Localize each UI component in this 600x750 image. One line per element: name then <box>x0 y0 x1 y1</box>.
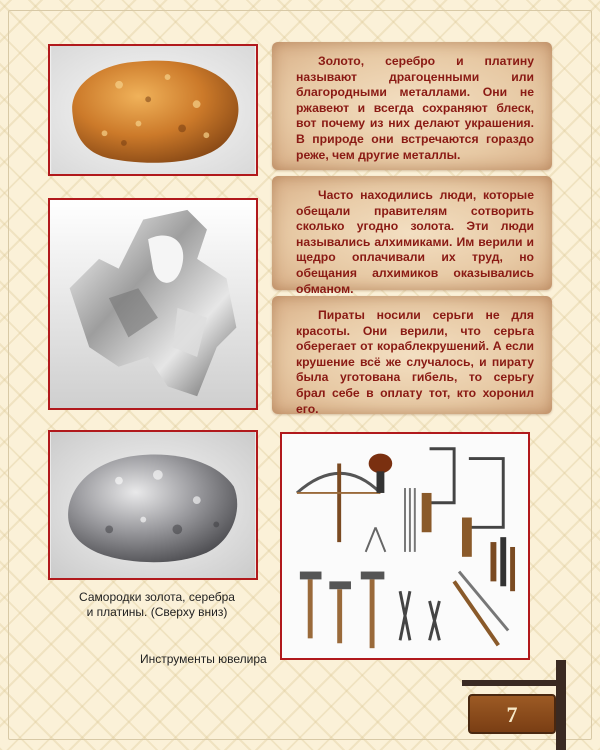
sign-arm <box>462 680 560 686</box>
jeweler-tools-photo <box>280 432 530 660</box>
gold-nugget-photo <box>48 44 258 176</box>
text-block-alchemists <box>272 176 552 296</box>
paragraph-alchemists: Часто находились люди, которые обещали правителям сотворить сколько угодно золота. Эти люди назывались алхимиками. Им верили и щедро оплачивали их труд, но обещания алхимиков оказывались обманом. <box>296 188 534 296</box>
silver-nugget-photo <box>48 198 258 410</box>
nuggets-caption <box>52 590 262 620</box>
paragraph-precious-metals: Золото, серебро и платину называют драгоценными или благородными металлами. Они не ржавеют и всегда сохраняют блеск, вот почему из них делают украшения. В природе они встречаются гораздо реже, чем другие металлы. <box>296 54 534 162</box>
nuggets-caption-line2: и платины. (Сверху вниз) <box>86 605 228 619</box>
tools-caption: Инструменты ювелира <box>140 652 267 666</box>
nuggets-caption-line1: Самородки золота, серебра <box>79 590 235 604</box>
platinum-nugget-photo <box>48 430 258 580</box>
text-block-pirates <box>272 296 552 414</box>
gold-nugget-image <box>50 46 256 174</box>
silver-nugget-image <box>50 200 256 408</box>
page-number: 7 <box>506 702 518 727</box>
text-block-precious-metals <box>272 42 552 170</box>
page-number-sign <box>468 694 556 734</box>
paragraph-pirates: Пираты носили серьги не для красоты. Они верили, что серьга оберегает от кораблекрушений. А если крушение всё же случалось, и пирату была уготована гибель, то серьгу брал себе в оплату тот, кто хоронил его. <box>296 308 534 416</box>
platinum-nugget-image <box>50 432 256 578</box>
sign-post <box>556 660 566 750</box>
jeweler-tools-image <box>282 434 528 658</box>
